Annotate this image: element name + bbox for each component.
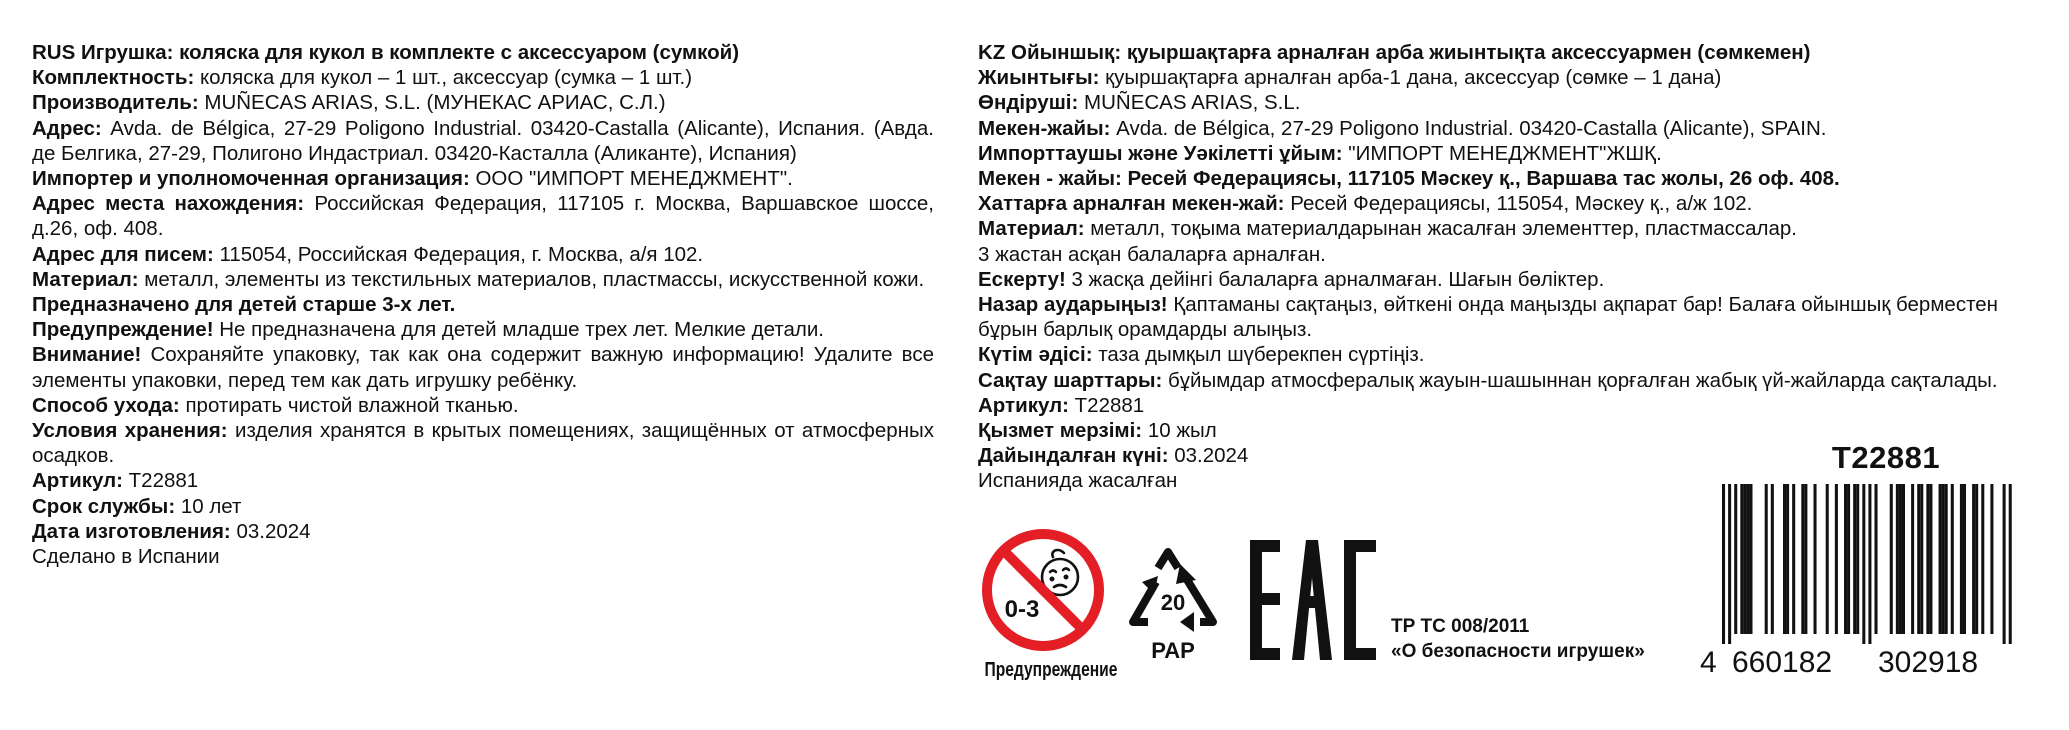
kz-service-value: 10 жыл <box>1142 419 1217 443</box>
ru-importer-value: ООО "ИМПОРТ МЕНЕДЖМЕНТ". <box>469 167 793 191</box>
ru-manufacturer-value: MUÑECAS ARIAS, S.L. (МУНЕКАС АРИАС, С.Л.) <box>198 91 666 115</box>
kz-manufacturer <box>978 90 2048 115</box>
ru-storage-value: изделия хранятся в крытых помещениях, защищённых от атмосферных осадков. <box>32 419 934 468</box>
barcode-bar <box>1749 484 1752 634</box>
kz-age-notice: 3 жастан асқан балаларға арналған. <box>978 242 1326 266</box>
barcode-bar <box>2009 484 2012 644</box>
ean13-barcode <box>1700 484 2030 679</box>
ru-material-label: Материал: <box>32 267 139 291</box>
barcode-bar <box>1847 484 1850 634</box>
ru-location-label: Адрес места нахождения: <box>32 192 305 216</box>
kz-service-label: Қызмет мерзімі: <box>978 419 1143 443</box>
kz-contents-label: Жиынтығы: <box>978 66 1100 90</box>
ru-care-value: протирать чистой влажной тканью. <box>179 393 519 417</box>
ru-importer <box>32 166 934 191</box>
ru-attention-label: Внимание! <box>32 343 142 367</box>
barcode-bar <box>1975 484 1978 634</box>
barcode-bar <box>1972 484 1975 634</box>
barcode-digits <box>1700 644 2030 684</box>
ru-attention-value: Сохраняйте упаковку, так как она содержит важную информацию! Удалите все элементы упаковки, перед тем как дать игрушку ребёнку. <box>32 343 934 392</box>
barcode-bar <box>1804 484 1807 634</box>
ru-contents <box>32 65 934 90</box>
age-warning-symbol <box>968 525 1118 682</box>
barcode-bar <box>1835 484 1838 634</box>
kz-address-label: Мекен-жайы: <box>978 116 1111 140</box>
ru-service-life <box>32 494 934 519</box>
barcode-bar <box>1890 484 1893 634</box>
not-for-under-3-icon <box>978 525 1108 655</box>
kz-care-value: таза дымқыл шүберекпен сүртіңіз. <box>1092 343 1425 367</box>
ru-importer-label: Импортер и уполномоченная организация: <box>32 167 470 191</box>
ru-location <box>32 191 934 241</box>
barcode-bar <box>1746 484 1749 634</box>
kz-storage-value: бұйымдар атмосфералық жауын-шашыннан қорғалған жабық үй-жайларда сақталады. <box>1162 368 1998 392</box>
barcode-bar <box>1771 484 1774 634</box>
barcode-bar <box>1981 484 1984 634</box>
barcode-bar <box>1734 484 1737 634</box>
kz-material <box>978 216 2048 241</box>
ru-manufacturer-label: Производитель: <box>32 91 199 115</box>
ru-care <box>32 393 934 418</box>
kz-care-label: Күтім әдісі: <box>978 343 1093 367</box>
barcode-bar <box>1862 484 1865 644</box>
ru-manufacturer <box>32 90 934 115</box>
kz-material-value: металл, тоқыма материалдарынан жасалған элементтер, пластмассалар. <box>1084 217 1797 241</box>
kz-material-label: Материал: <box>978 217 1085 241</box>
kz-manufacturer-value: MUÑECAS ARIAS, S.L. <box>1078 91 1301 115</box>
ru-mail-value: 115054, Российская Федерация, г. Москва, а/я 102. <box>213 242 704 266</box>
recycling-symbol <box>1118 540 1228 675</box>
ru-article-label: Артикул: <box>32 469 123 493</box>
kz-address <box>978 116 2048 141</box>
kz-attention-value: Қаптаманы сақтаңыз, өйткені онда маңызды ақпарат бар! Балаға ойыншық берместен бұрын барлық орамдарды алыңыз. <box>978 293 1998 342</box>
ru-address-value: Avda. de Bélgica, 27-29 Poligono Industrial. 03420-Castalla (Alicante), Испания. (Авда. де Белгика, 27-29, Полигоно Индастриал. 03420-Касталла (Аликанте), Испания) <box>32 116 934 165</box>
kz-title: KZ Ойыншық: қуыршақтарға арналған арба жиынтықта аксессуармен (сөмкемен) <box>978 41 1811 64</box>
ru-mail-label: Адрес для писем: <box>32 242 214 266</box>
barcode-bars-icon <box>1700 484 2030 644</box>
barcode-bar <box>1951 484 1954 634</box>
kz-importer <box>978 141 2048 166</box>
kz-warning <box>978 267 2048 292</box>
barcode-bar <box>1960 484 1963 634</box>
ru-article-value: T22881 <box>122 469 199 493</box>
kz-mail-label: Хаттарға арналған мекен-жай: <box>978 192 1285 216</box>
kz-date-label: Дайындалған күні: <box>978 444 1169 468</box>
barcode-bar <box>1942 484 1945 634</box>
barcode-bar <box>1875 484 1878 634</box>
barcode-left-digits: 660182 <box>1732 646 1833 679</box>
kz-origin: Испанияда жасалған <box>978 469 1178 493</box>
kz-storage <box>978 368 2048 393</box>
barcode-bar <box>1990 484 1993 634</box>
kz-mail-value: Ресей Федерациясы, 115054, Мәскеу қ., а/ж 102. <box>1284 192 1753 216</box>
ru-date-value: 03.2024 <box>230 519 311 543</box>
article-number: T22881 <box>1831 440 1941 475</box>
barcode-bar <box>1743 484 1746 634</box>
ru-storage <box>32 418 934 468</box>
ru-contents-label: Комплектность: <box>32 66 195 90</box>
ru-contents-value: коляска для кукол – 1 шт., аксессуар (сумка – 1 шт.) <box>194 66 693 90</box>
ru-service-value: 10 лет <box>175 494 242 518</box>
barcode-bar <box>1896 484 1899 634</box>
ru-material-value: металл, элементы из текстильных материалов, пластмассы, искусственной кожи. <box>138 267 925 291</box>
ru-storage-label: Условия хранения: <box>32 419 228 443</box>
kz-warning-label: Ескерту! <box>978 267 1066 291</box>
kz-article <box>978 393 2048 418</box>
barcode-bar <box>1917 484 1920 634</box>
barcode-bar <box>1963 484 1966 634</box>
ru-service-label: Срок службы: <box>32 494 176 518</box>
kz-warning-value: 3 жасқа дейінгі балаларға арналмаған. Шағын бөлiктер. <box>1065 267 1605 291</box>
age-range-text: 0-3 <box>1004 596 1040 623</box>
kz-date-value: 03.2024 <box>1168 444 1249 468</box>
ru-address <box>32 116 934 166</box>
ru-warning-value: Не предназначена для детей младше трех лет. Мелкие детали. <box>213 318 825 342</box>
barcode-bar <box>1902 484 1905 634</box>
barcode-bar <box>1945 484 1948 634</box>
kz-contents <box>978 65 2048 90</box>
barcode-bar <box>1856 484 1859 634</box>
barcode-bar <box>2003 484 2006 644</box>
kz-article-label: Артикул: <box>978 393 1069 417</box>
regulation-title: «О безопасности игрушек» <box>1391 641 1645 662</box>
barcode-bar <box>1844 484 1847 634</box>
ru-material <box>32 267 934 292</box>
kz-storage-label: Сақтау шарттары: <box>978 368 1163 392</box>
ru-care-label: Способ ухода: <box>32 393 180 417</box>
kz-attention-label: Назар аударыңыз! <box>978 293 1168 317</box>
ru-manufacture-date <box>32 519 934 544</box>
barcode-bar <box>1728 484 1731 644</box>
ru-address-label: Адрес: <box>32 116 102 140</box>
ru-title: RUS Игрушка: коляска для кукол в комплекте с аксессуаром (сумкой) <box>32 41 740 64</box>
kz-location: Мекен - жайы: Ресей Федерациясы, 117105 Мәскеу қ., Варшава тас жолы, 26 оф. 408. <box>978 167 1840 191</box>
technical-regulation <box>1391 614 1645 664</box>
ru-date-label: Дата изготовления: <box>32 519 231 543</box>
barcode-bar <box>1801 484 1804 634</box>
barcode-bar <box>1911 484 1914 634</box>
recycle-code: PAP <box>1151 638 1195 663</box>
barcode-bar <box>1786 484 1789 634</box>
barcode-bar <box>1765 484 1768 634</box>
kz-care <box>978 342 2048 367</box>
barcode-bar <box>1929 484 1932 634</box>
barcode-bar <box>1920 484 1923 634</box>
kz-address-value: Avda. de Bélgica, 27-29 Poligono Industrial. 03420-Castalla (Alicante), SPAIN. <box>1110 116 1827 140</box>
ru-mail-address <box>32 242 934 267</box>
ru-age-notice: Предназначено для детей старше 3-х лет. <box>32 293 456 317</box>
eac-mark <box>1248 538 1378 667</box>
barcode-bar <box>1814 484 1817 634</box>
barcode-bar <box>1868 484 1871 644</box>
barcode-bar <box>1939 484 1942 634</box>
barcode-bar <box>1740 484 1743 634</box>
kz-manufacturer-label: Өндіруші: <box>978 91 1079 115</box>
barcode-bar <box>1722 484 1725 644</box>
kz-importer-value: "ИМПОРТ МЕНЕДЖМЕНТ"ЖШҚ. <box>1342 141 1662 165</box>
ru-warning-label: Предупреждение! <box>32 318 214 342</box>
ru-origin: Сделано в Испании <box>32 545 220 569</box>
recycle-triangle-icon <box>1118 540 1228 670</box>
eac-logo-icon <box>1248 538 1378 662</box>
barcode-bar <box>1899 484 1902 634</box>
ru-article <box>32 468 934 493</box>
barcode-right-digits: 302918 <box>1878 646 1979 679</box>
ru-warning <box>32 317 934 342</box>
regulation-code: ТР ТС 008/2011 <box>1391 616 1530 637</box>
kz-contents-value: қуыршақтарға арналған арба-1 дана, аксессуар (сөмке – 1 дана) <box>1099 66 1722 90</box>
barcode-first-digit: 4 <box>1700 646 1717 679</box>
kz-attention <box>978 292 2048 342</box>
kz-importer-label: Импорттаушы және Уәкілетті ұйым: <box>978 141 1343 165</box>
barcode-bar <box>1853 484 1856 634</box>
barcode-bar <box>1783 484 1786 634</box>
ru-location-value: Российская Федерация, 117105 г. Москва, Варшавское шоссе, д.26, оф. 408. <box>32 192 935 241</box>
kz-article-value: T22881 <box>1068 393 1145 417</box>
russian-label-text <box>32 40 934 569</box>
barcode-bar <box>1792 484 1795 634</box>
recycle-number: 20 <box>1160 590 1186 615</box>
warning-caption: Предупреждение <box>984 659 1118 681</box>
barcode-bar <box>1926 484 1929 634</box>
barcode-bar <box>1826 484 1829 634</box>
ru-attention <box>32 342 934 392</box>
kazakh-label-text <box>978 40 2048 494</box>
kz-mail-address <box>978 191 2048 216</box>
